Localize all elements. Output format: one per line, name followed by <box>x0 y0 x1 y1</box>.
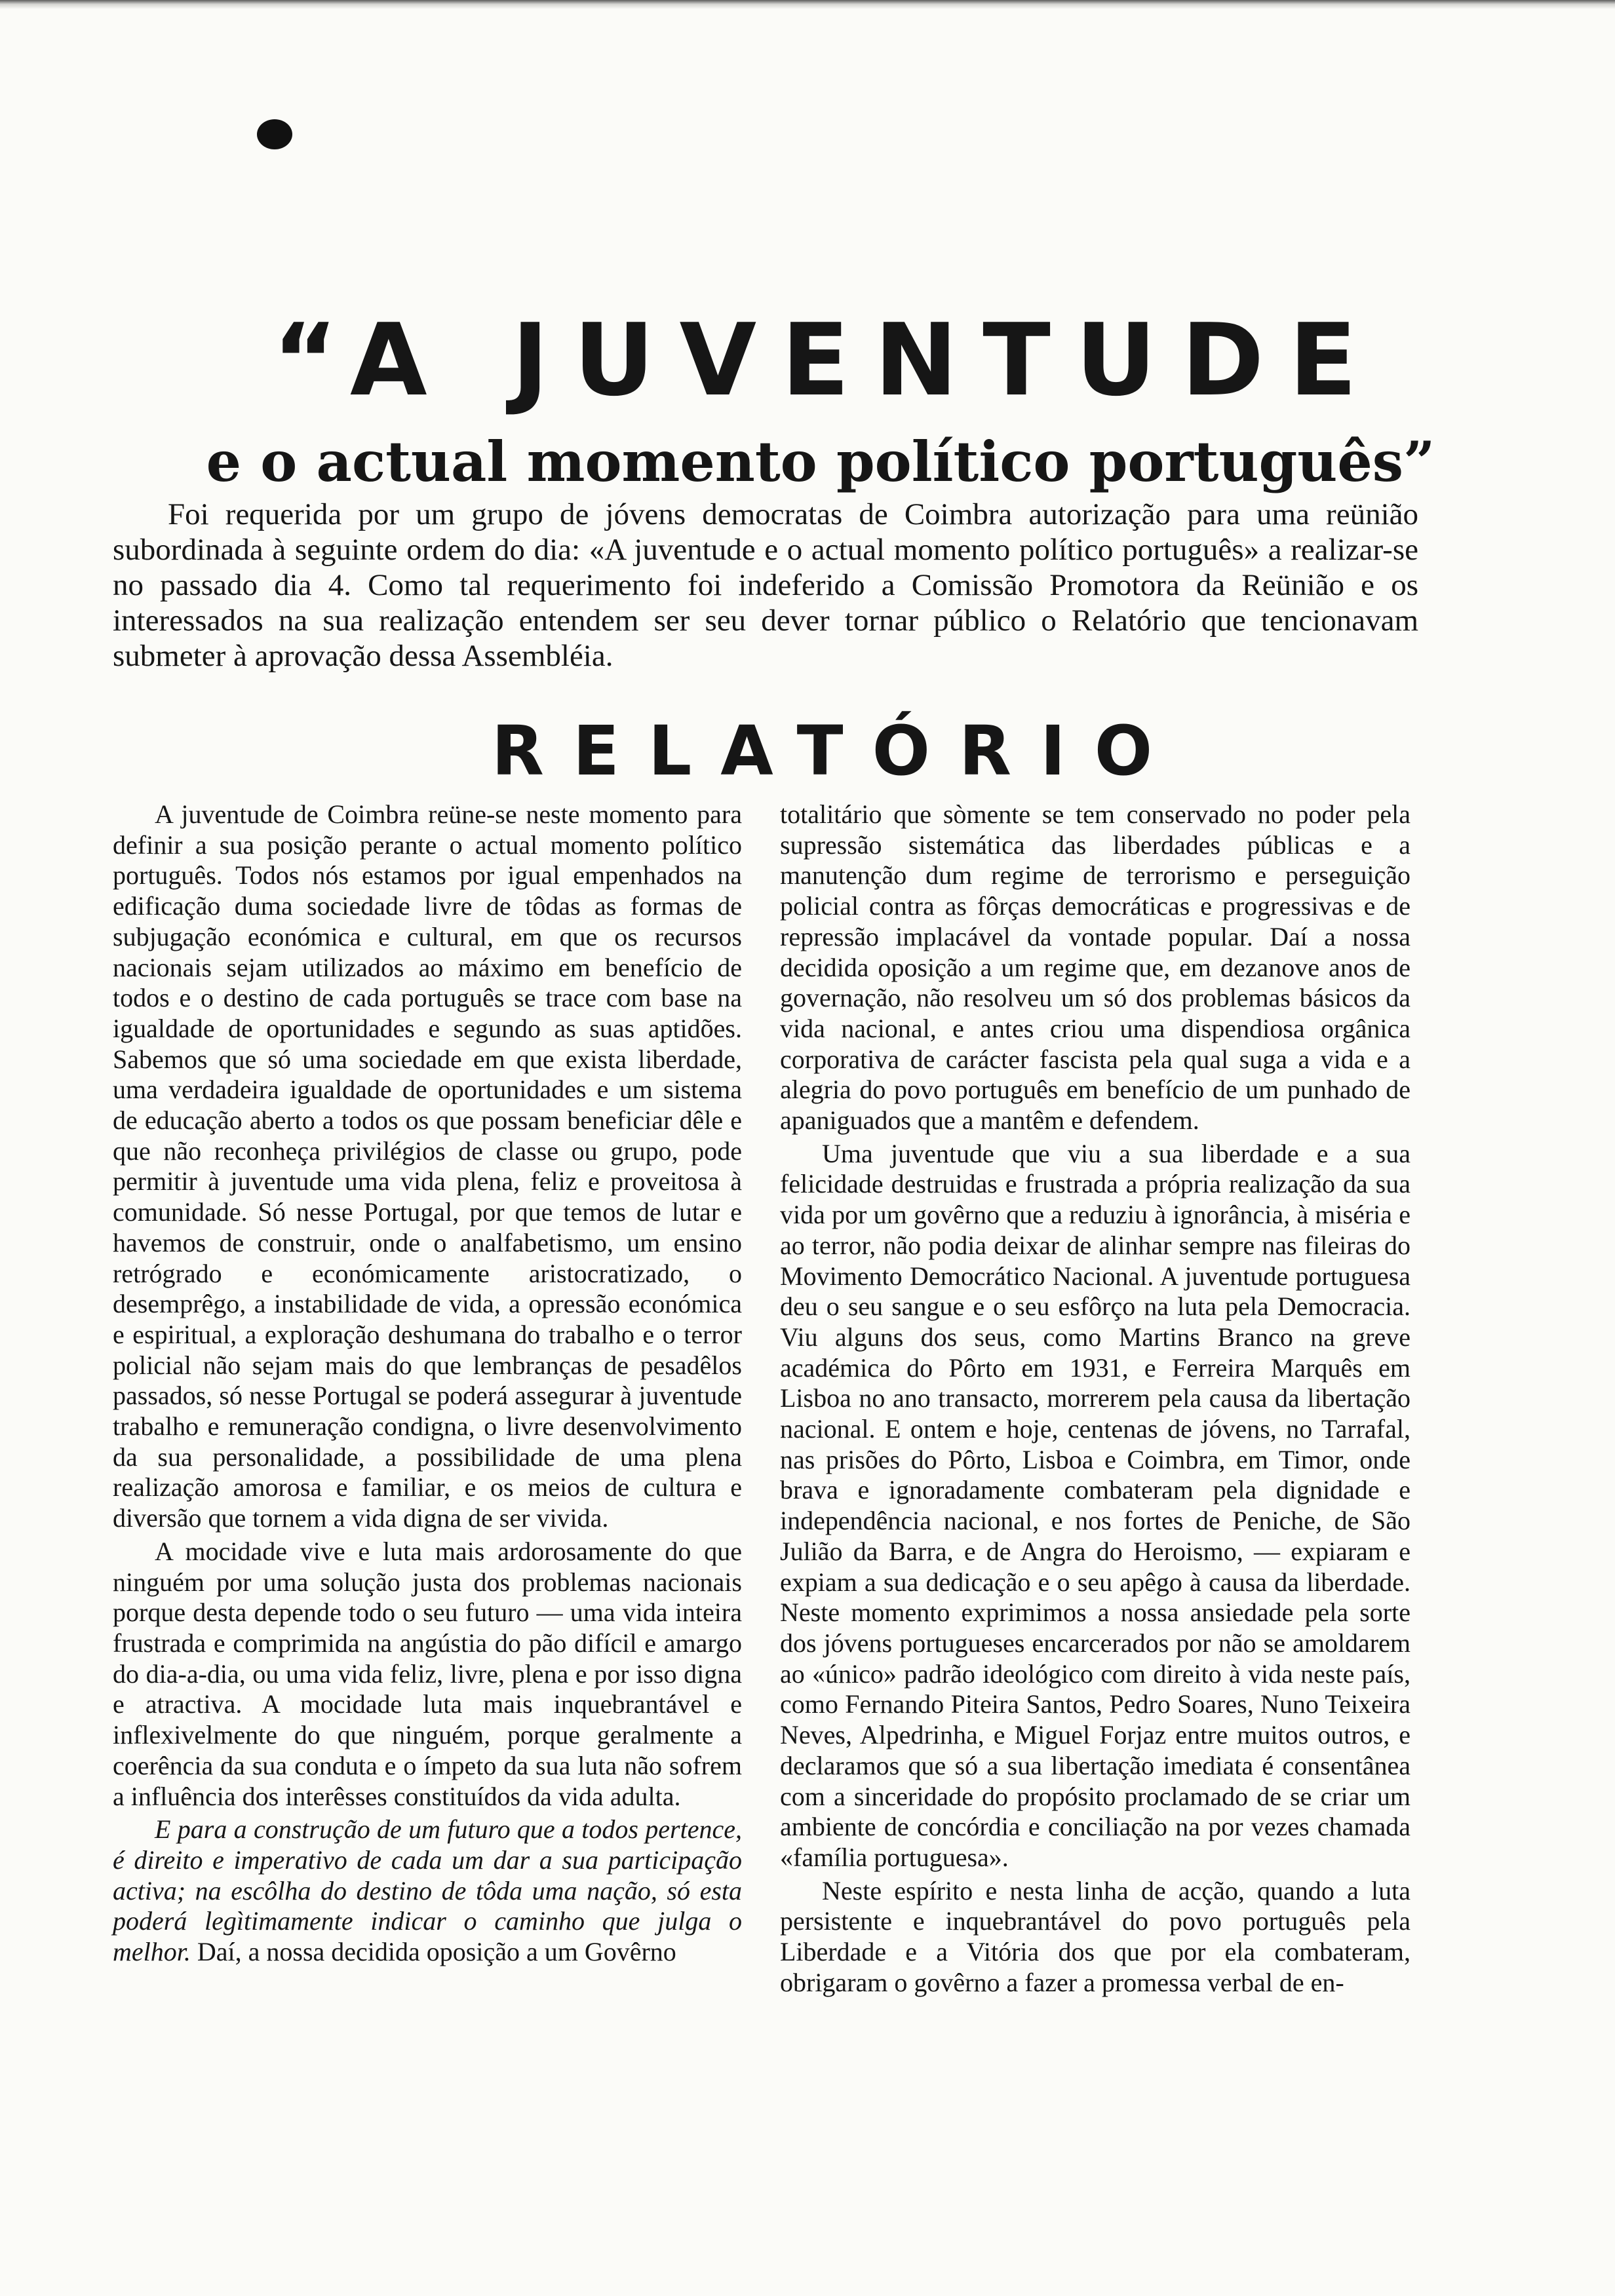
right-paragraph-2: Uma juventude que viu a sua liberdade e a sua felicidade destruidas e frustrada a própria realização da sua vida por um govêrno que a reduziu à ignorância, à miséria e ao terror, não podia deixar de alinhar sempre nas fileiras do Movimento Democrático Nacional. A juventude portuguesa deu o seu sangue e o seu esfôrço na luta pela Democracia. Viu alguns dos seus, como Martins Branco na greve académica do Pôrto em 1931, e Ferreira Marquês em Lisboa no ano transacto, morrerem pela causa da libertação nacional. E ontem e hoje, centenas de jóvens, no Tarrafal, nas prisões do Pôrto, Lisboa e Coimbra, em Timor, onde brava e ignoradamente combateram pela dignidade e independência nacional, e nos fortes de Peniche, de São Julião da Barra, e de Angra do Heroismo, — expiaram e expiam a sua dedicação e o seu apêgo à causa da liberdade. Neste momento exprimimos a nossa ansiedade pela sorte dos jóvens portugueses encarcerados por não se amoldarem ao «único» padrão ideológico com direito à vida neste país, como Fernando Piteira Santos, Pedro Soares, Nuno Teixeira Neves, Alpedrinha, e Miguel Forjaz entre muitos outros, e declaramos que só a sua libertação imediata é consentânea com a sinceridade do propósito proclamado de se criar um ambiente de concórdia e conciliação na por vezes chamada «família portuguesa». <box>780 1138 1411 1872</box>
left-column <box>113 799 742 1970</box>
left-paragraph-2: A mocidade vive e luta mais ardorosamente do que ninguém por uma solução justa dos problemas nacionais porque desta depende todo o seu futuro — uma vida inteira frustrada e comprimida na angústia do pão difícil e amargo do dia-a-dia, ou uma vida feliz, livre, plena e por isso digna e atractiva. A mocidade luta mais inquebrantável e inflexivelmente do que ninguém, porque geralmente a coerência da sua conduta e o ímpeto da sua luta não sofrem a influência dos interêsses constituídos da vida adulta. <box>113 1536 742 1811</box>
headline <box>0 301 1615 498</box>
left-paragraph-3 <box>113 1814 742 1968</box>
headline-title: “A JUVENTUDE <box>272 302 1382 418</box>
section-title: RELATÓRIO <box>491 711 1182 791</box>
left-paragraph-3-italic: E para a construção de um futuro que a todos pertence, é direito e imperativo de cada um dar a sua participação activa; na escôlha do destino de tôda uma nação, só esta poderá legìtimamente indicar o caminho que julga o melhor. <box>113 1814 742 1967</box>
intro-paragraph: Foi requerida por um grupo de jóvens democratas de Coimbra autorização para uma reünião subordinada à seguinte ordem do dia: «A juventude e o actual momento político português» a realizar-se no passado dia 4. Como tal requerimento foi indeferido a Comissão Promotora da Reünião e os interessados na sua realização entendem ser seu dever tornar público o Relatório que tencionavam submeter à aprovação dessa Assembléia. <box>113 497 1418 673</box>
headline-subtitle: e o actual momento político português” <box>206 429 1435 494</box>
left-paragraph-3-rest: Daí, a nossa decidida oposição a um Govêrno <box>197 1937 676 1967</box>
scanned-page-edge <box>0 0 1615 9</box>
left-paragraph-1: A juventude de Coimbra reüne-se neste momento para definir a sua posição perante o actual momento político português. Todos nós estamos por igual empenhados na edificação duma sociedade livre de tôdas as formas de subjugação económica e cultural, em que os recursos nacionais sejam utilizados ao máximo em benefício de todos e o destino de cada português se trace com base na igualdade de oportunidades e segundo as suas aptidões. Sabemos que só uma sociedade em que exista liberdade, uma verdadeira igualdade de oportunidades e um sistema de educação aberto a todos os que possam beneficiar dêle e que não reconheça privilégios de classe ou grupo, pode permitir à juventude uma vida plena, feliz e proveitosa à comunidade. Só nesse Portugal, por que temos de lutar e havemos de construir, onde o analfabetismo, um ensino retrógrado e económicamente aristocratizado, o desemprêgo, a instabilidade de vida, a opressão económica e espiritual, a exploração deshumana do trabalho e o terror policial não sejam mais do que lembranças de pesadêlos passados, só nesse Portugal se poderá assegurar à juventude trabalho e remuneração condigna, o livre desenvolvimento da sua personalidade, a possibilidade de uma plena realização amorosa e familiar, e os meios de cultura e diversão que tornem a vida digna de ser vivida. <box>113 799 742 1533</box>
right-paragraph-3: Neste espírito e nesta linha de acção, quando a luta persistente e inquebrantável do povo português pela Liberdade e a Vitória dos que por ela combateram, obrigaram o govêrno a fazer a promessa verbal de en- <box>780 1875 1411 1997</box>
right-paragraph-1: totalitário que sòmente se tem conservado no poder pela supressão sistemática das liberdades públicas e a manutenção dum regime de terrorismo e perseguição policial contra as fôrças democráticas e progressivas e de repressão implacável da vontade popular. Daí a nossa decidida oposição a um regime que, em dezanove anos de governação, não resolveu um só dos problemas básicos da vida nacional, e antes criou uma dispendiosa orgânica corporativa de carácter fascista pela qual suga a vida e a alegria do povo português em benefício de um punhado de apaniguados que a mantêm e defendem. <box>780 799 1411 1136</box>
ink-blot <box>257 119 292 149</box>
right-column <box>780 799 1411 2000</box>
